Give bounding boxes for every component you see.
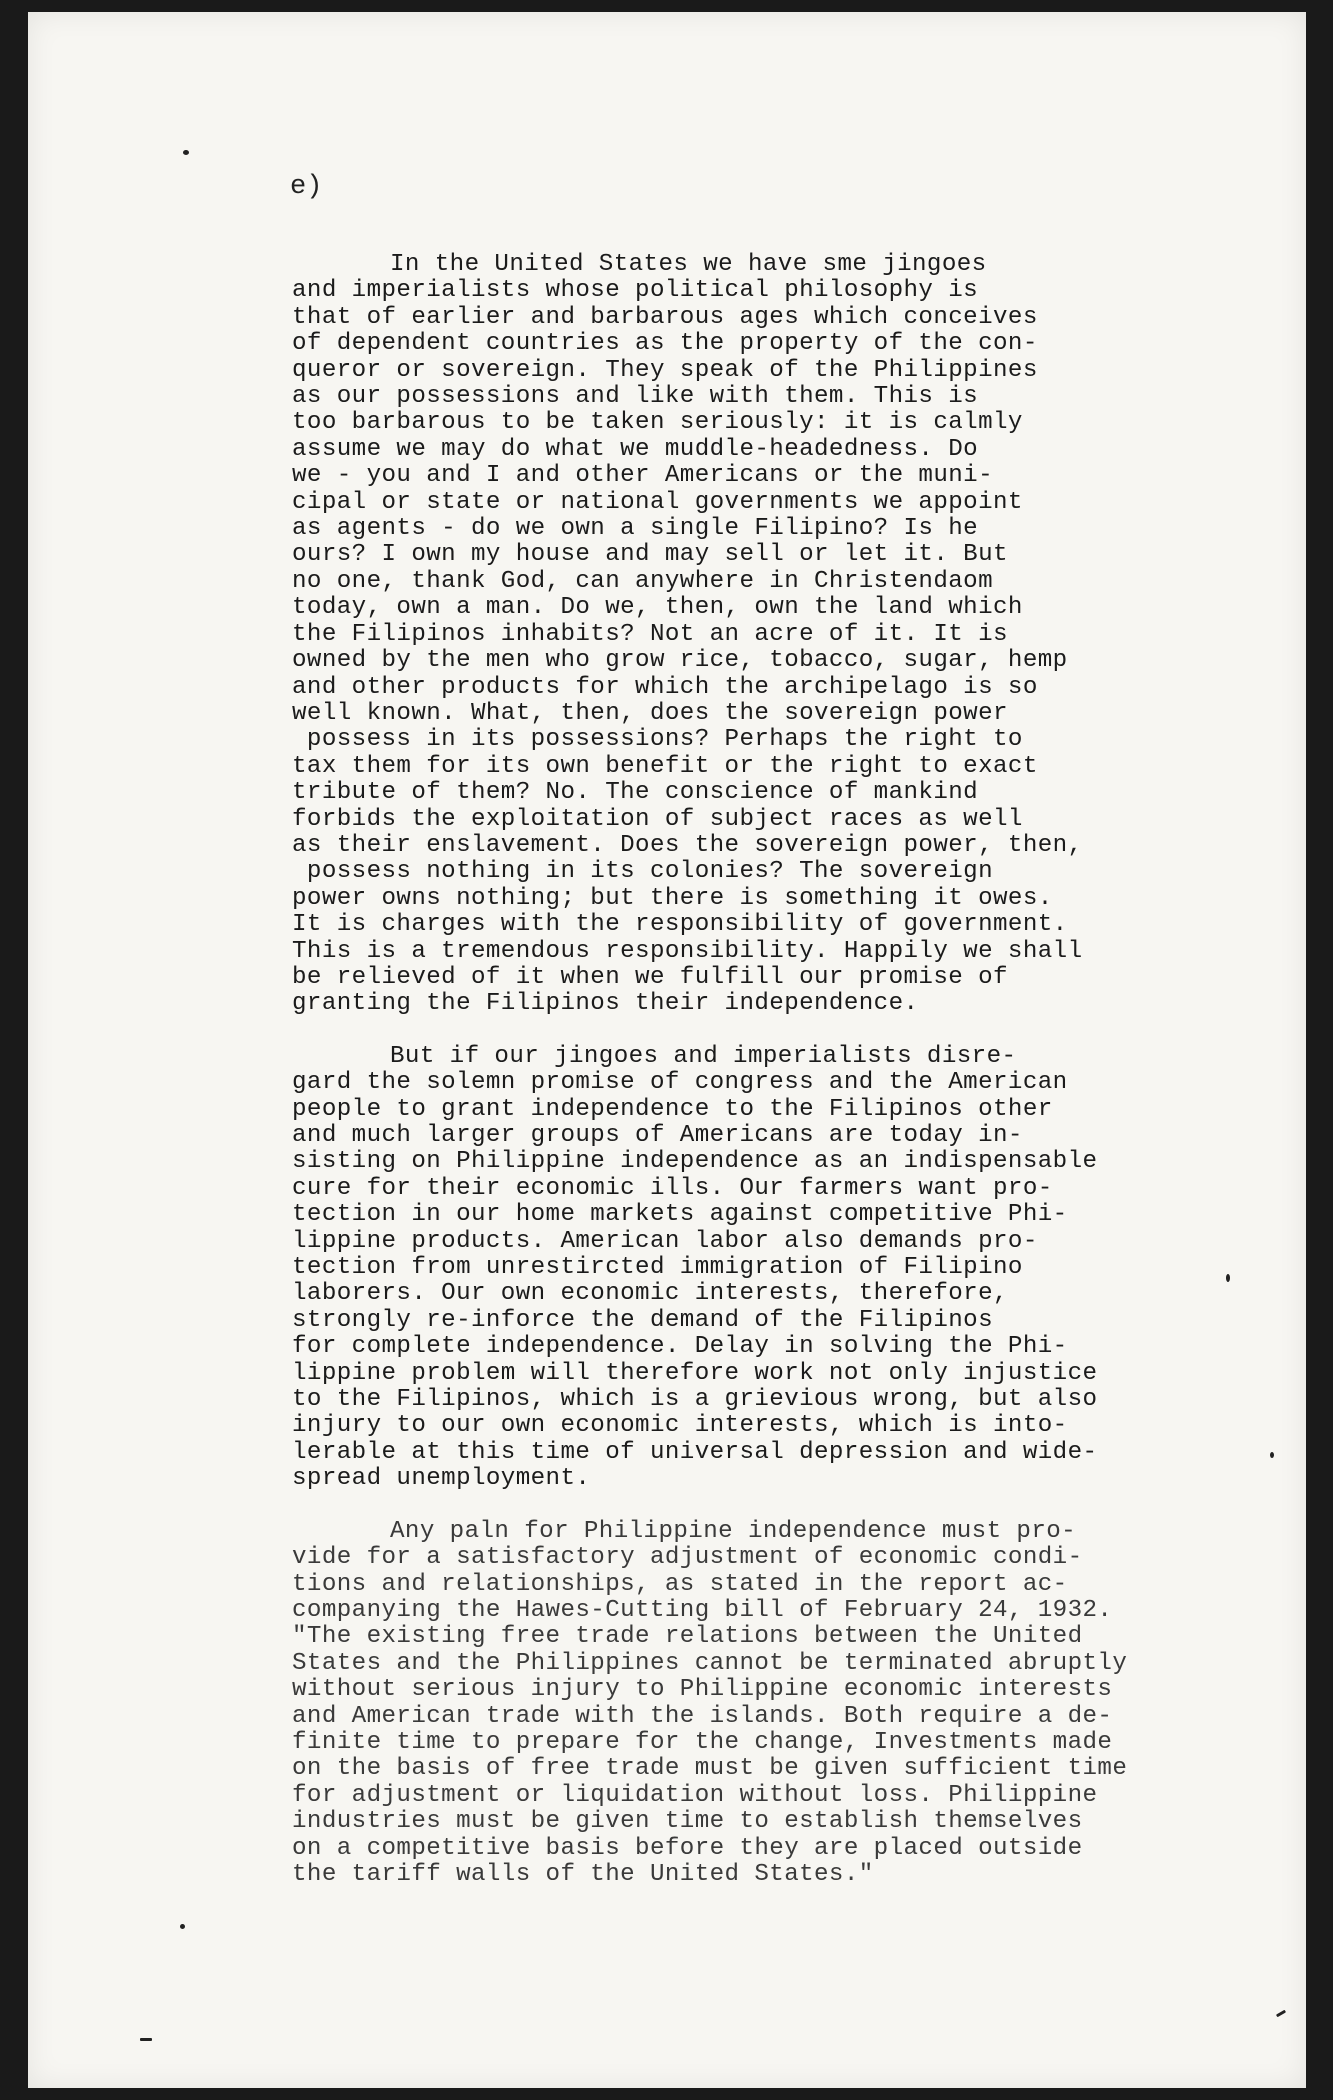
text-line: and imperialists whose political philosophy is [292, 277, 979, 305]
ink-speck [1226, 1274, 1230, 1282]
text-line: companying the Hawes-Cutting bill of February 24, 1932. [292, 1596, 1113, 1624]
text-line: well known. What, then, does the sovereign power [292, 699, 1008, 727]
text-line: This is a tremendous responsibility. Happily we shall [292, 937, 1083, 965]
text-line: "The existing free trade relations between the United [292, 1623, 1083, 1651]
text-line: lippine products. American labor also demands pro- [292, 1227, 1038, 1255]
text-line: no one, thank God, can anywhere in Christendaom [292, 567, 993, 595]
text-line: tribute of them? No. The conscience of mankind [292, 779, 979, 807]
text-line: lippine problem will therefore work not only injustice [292, 1359, 1098, 1387]
text-line: laborers. Our own economic interests, therefore, [292, 1280, 1008, 1308]
text-line: injury to our own economic interests, which is into- [292, 1412, 1068, 1440]
text-line: too barbarous to be taken seriously: it is calmly [292, 409, 1023, 437]
text-line: vide for a satisfactory adjustment of economic condi- [292, 1544, 1083, 1572]
text-line: It is charges with the responsibility of government. [292, 911, 1068, 939]
text-line: tection in our home markets against competitive Phi- [292, 1201, 1068, 1229]
text-line: as their enslavement. Does the sovereign power, then, [292, 831, 1083, 859]
text-line: strongly re-inforce the demand of the Filipinos [292, 1306, 993, 1334]
text-line: tection from unrestircted immigration of Filipino [292, 1254, 1023, 1282]
paragraph-1 [292, 252, 1212, 1018]
text-line: on a competitive basis before they are placed outside [292, 1834, 1083, 1862]
text-line: today, own a man. Do we, then, own the land which [292, 594, 1023, 622]
text-line: and other products for which the archipelago is so [292, 673, 1038, 701]
text-line: tax them for its own benefit or the right to exact [292, 752, 1038, 780]
text-line: sisting on Philippine independence as an indispensable [292, 1148, 1098, 1176]
text-line: lerable at this time of universal depression and wide- [292, 1438, 1098, 1466]
text-line: States and the Philippines cannot be terminated abruptly [292, 1649, 1128, 1677]
text-line: the Filipinos inhabits? Not an acre of it. It is [292, 620, 1008, 648]
text-line: finite time to prepare for the change, Investments made [292, 1728, 1113, 1756]
text-line: people to grant independence to the Filipinos other [292, 1095, 1053, 1123]
section-marker: e) [290, 172, 323, 202]
text-line: assume we may do what we muddle-headedness. Do [292, 435, 979, 463]
ink-speck [183, 150, 189, 155]
text-line: and American trade with the islands. Both require a de- [292, 1702, 1113, 1730]
text-line: possess in its possessions? Perhaps the right to [292, 726, 1023, 754]
text-line: without serious injury to Philippine economic interests [292, 1676, 1113, 1704]
text-line: forbids the exploitation of subject races as well [292, 805, 1023, 833]
text-line: tions and relationships, as stated in the report ac- [292, 1570, 1068, 1598]
text-line: as agents - do we own a single Filipino? Is he [292, 515, 979, 543]
ink-speck [180, 1924, 185, 1929]
text-line: and much larger groups of Americans are today in- [292, 1122, 1023, 1149]
text-line: on the basis of free trade must be given sufficient time [292, 1755, 1128, 1783]
text-line: the tariff walls of the United States." [292, 1860, 874, 1888]
ink-speck [140, 2038, 152, 2041]
paragraph-3 [292, 1519, 1212, 1889]
text-line: spread unemployment. [292, 1465, 591, 1493]
text-line: as our possessions and like with them. This is [292, 383, 979, 411]
ink-speck [1276, 2010, 1286, 2018]
text-line: But if our jingoes and imperialists disre- [390, 1042, 1017, 1070]
text-line: of dependent countries as the property of the con- [292, 330, 1038, 358]
text-line: granting the Filipinos their independence. [292, 990, 919, 1018]
text-line: for adjustment or liquidation without loss. Philippine [292, 1781, 1098, 1809]
text-line: queror or sovereign. They speak of the Philippines [292, 356, 1038, 384]
text-line: industries must be given time to establish themselves [292, 1808, 1083, 1836]
text-line: In the United States we have sme jingoes [390, 251, 987, 278]
text-line: ours? I own my house and may sell or let it. But [292, 541, 1008, 569]
text-line: Any paln for Philippine independence must pro- [390, 1517, 1077, 1545]
text-line: to the Filipinos, which is a grievious wrong, but also [292, 1386, 1098, 1414]
ink-speck [1270, 1452, 1274, 1458]
text-line: possess nothing in its colonies? The sovereign [292, 858, 993, 886]
text-line: be relieved of it when we fulfill our promise of [292, 963, 1008, 991]
text-line: we - you and I and other Americans or the muni- [292, 462, 993, 490]
text-line: gard the solemn promise of congress and the American [292, 1069, 1068, 1097]
paragraph-2 [292, 1044, 1212, 1493]
text-line: owned by the men who grow rice, tobacco, sugar, hemp [292, 647, 1068, 675]
typed-body [292, 252, 1212, 1888]
text-line: cure for their economic ills. Our farmers want pro- [292, 1174, 1053, 1202]
text-line: for complete independence. Delay in solving the Phi- [292, 1333, 1068, 1361]
text-line: cipal or state or national governments we appoint [292, 488, 1023, 516]
text-line: power owns nothing; but there is something it owes. [292, 884, 1053, 912]
text-line: that of earlier and barbarous ages which conceives [292, 303, 1038, 331]
